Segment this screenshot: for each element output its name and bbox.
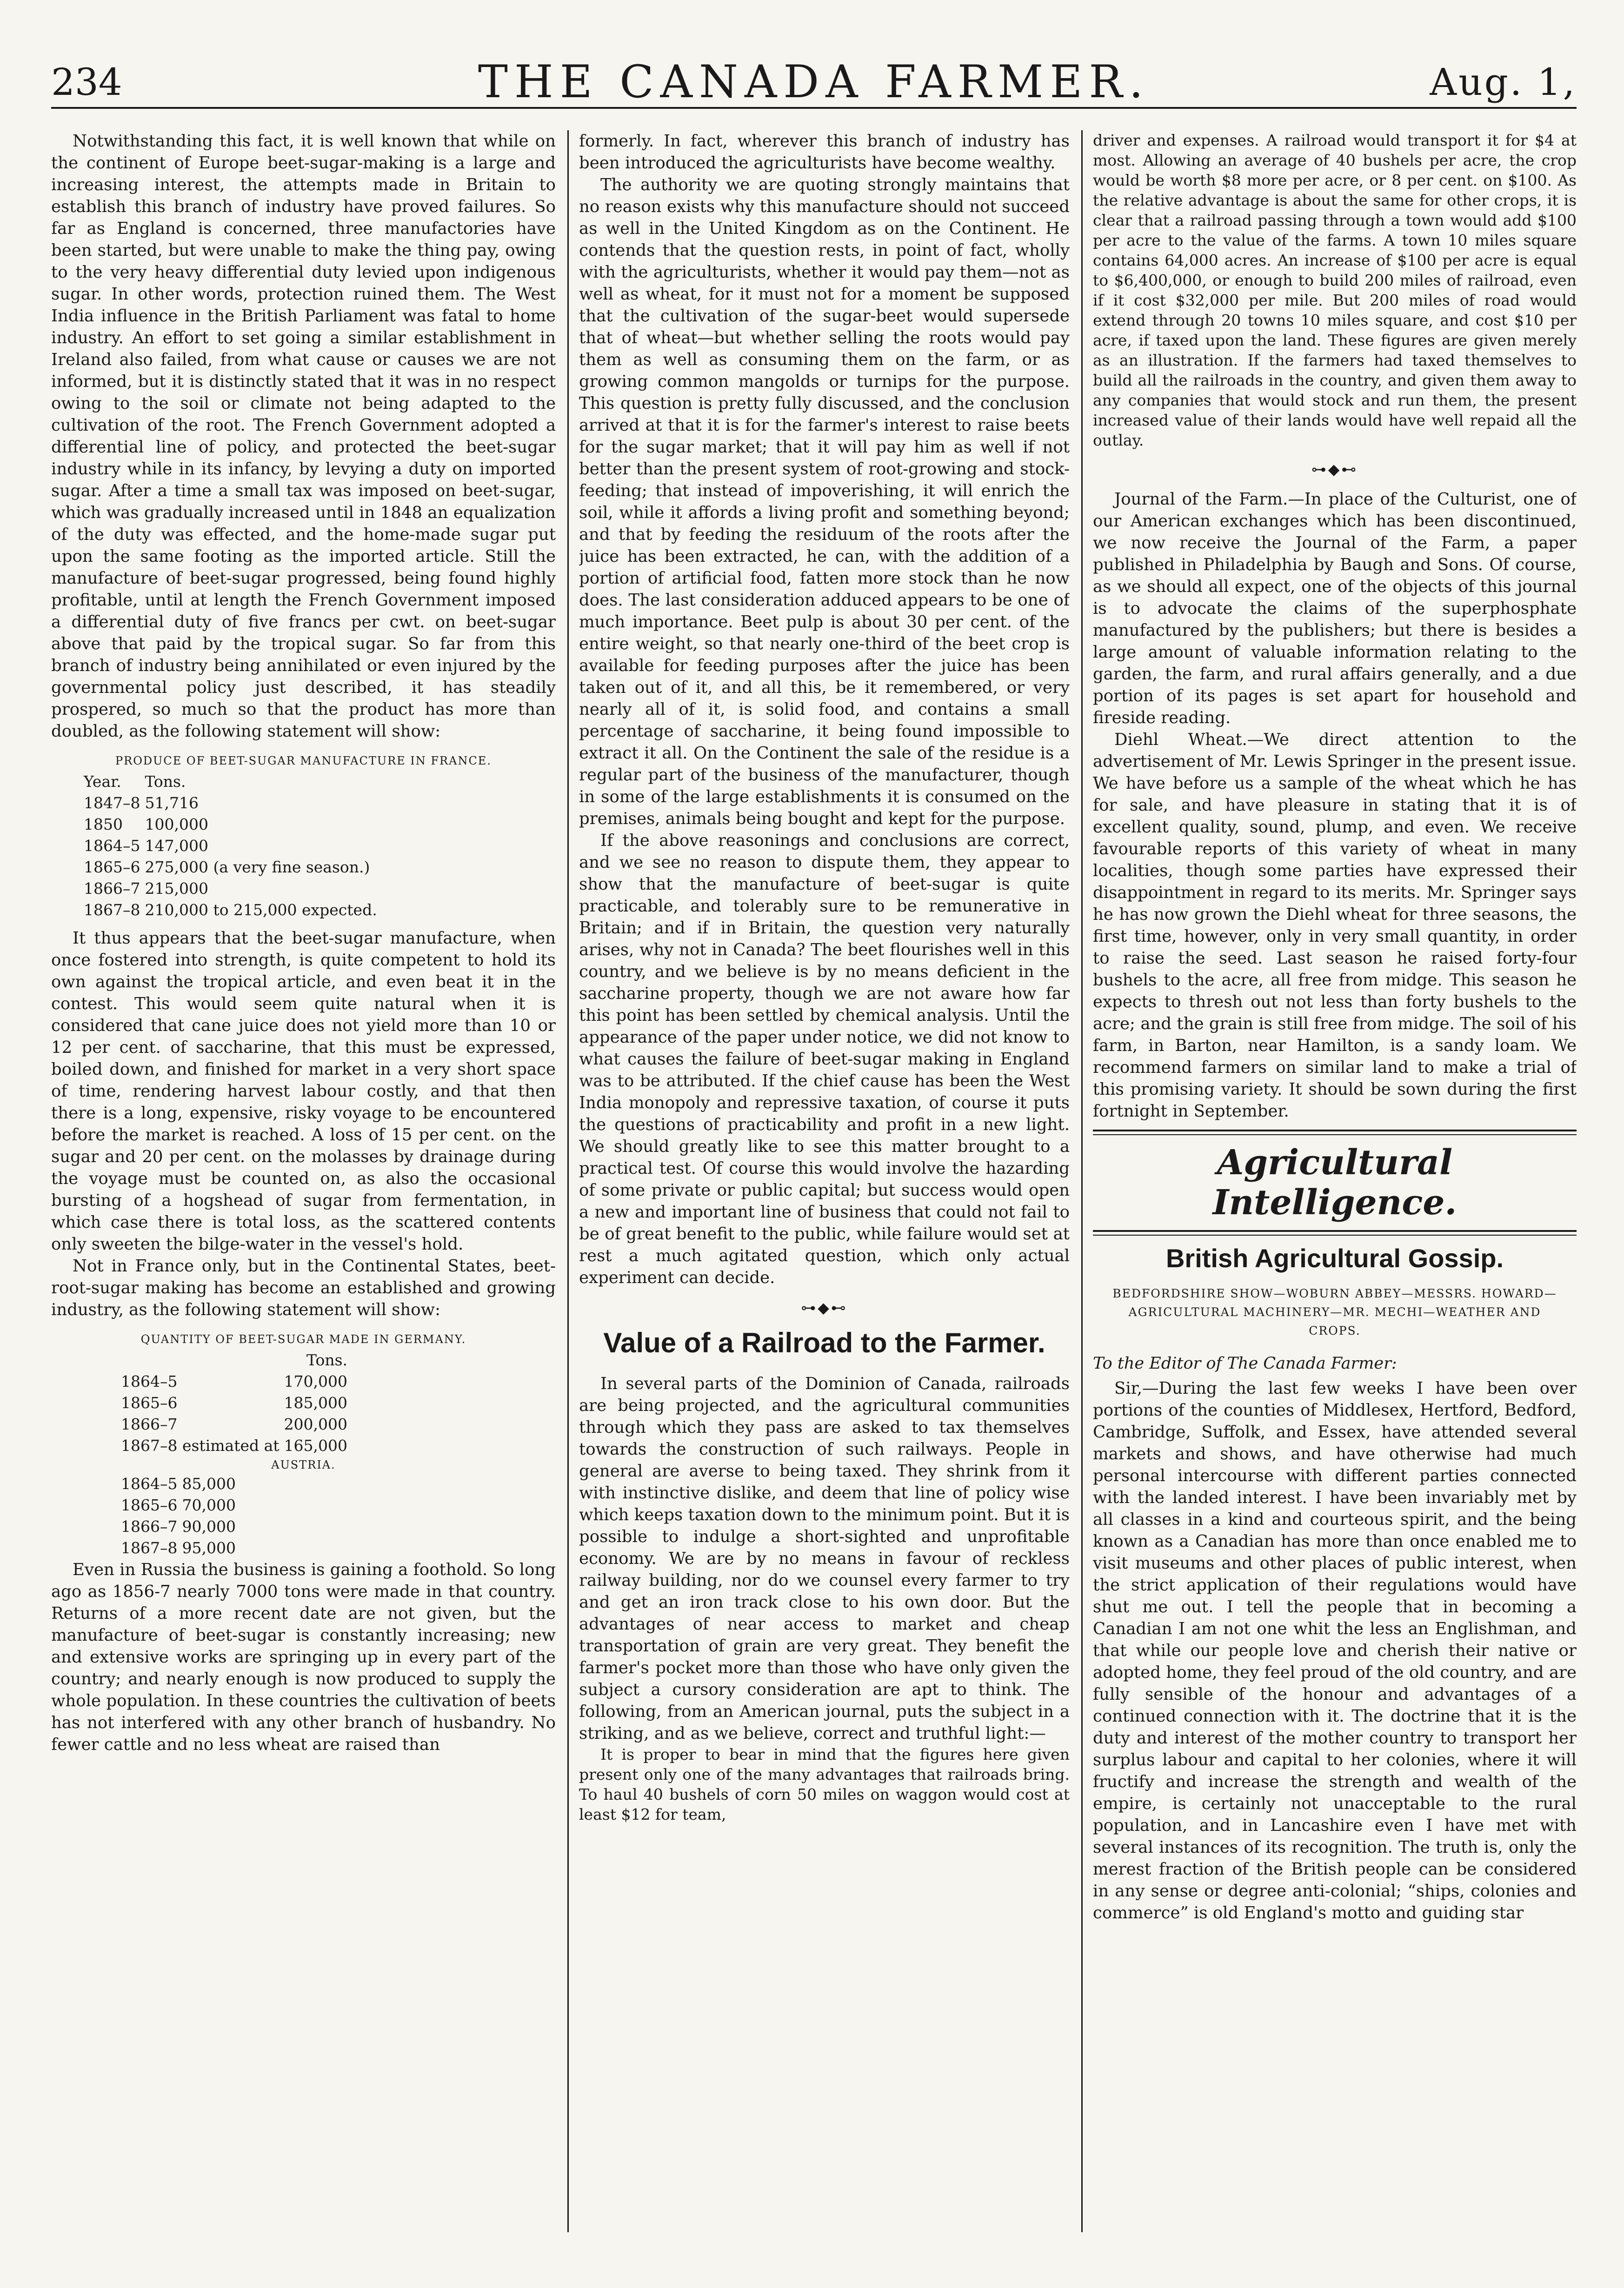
masthead xyxy=(51,28,1577,109)
salutation: To the Editor of The Canada Farmer: xyxy=(1093,1354,1397,1373)
column-3 xyxy=(1093,130,1577,2232)
paragraph: If the above reasonings and conclusions are correct, and we see no reason to dispute them, they appear to show that the manufacture of beet-sugar is quite practicable, and tolerably sure to be remunerative in Britain; and if in Britain, the question very naturally arises, why not in Canada? The beet flourishes well in this country, and we believe is by no means deficient in the saccharine property, though we are not aware how far this point has been settled by chemical analysis. Until the appearance of the paper under notice, we did not know to what causes the failure of beet-sugar making in England was to be attributed. If the chief cause has been the West India monopoly and repressive taxation, of course it puts the questions of practicability and profit in a new light. We should greatly like to see this matter brought to a practical test. Of course this would involve the hazarding of some private or public capital; but success would open a new and important line of business that could not fail to be of great benefit to the public, while failure would set at rest a much agitated question, which only actual experiment can decide. xyxy=(579,831,1070,1287)
cell-year: 1867–8 estimated at xyxy=(121,1437,280,1455)
table-row xyxy=(84,899,382,921)
paragraph: Even in Russia the business is gaining a foothold. So long ago as 1856-7 nearly 7000 tons were made in that country. Returns of a more recent date are not given, but the manufacture of beet-sugar is constantly increasing; new and extensive works are springing up in every part of the country; and nearly enough is now produced to supply the whole population. In these countries the cultivation of beets has not interfered with any other branch of husbandry. No fewer cattle and no less wheat are raised than xyxy=(51,1560,556,1754)
section-rule xyxy=(1093,1130,1577,1135)
austria-production-table xyxy=(121,1473,240,1559)
ornament-divider: ⊶◆⊷ xyxy=(801,1299,848,1317)
table-row xyxy=(121,1371,352,1392)
cell-tons: 100,000 xyxy=(145,815,208,833)
cell-year: 1864–5 xyxy=(84,837,140,855)
table-caption-germany: QUANTITY OF BEET-SUGAR MADE IN GERMANY. xyxy=(140,1333,466,1346)
cell-year: 1864–5 xyxy=(121,1475,178,1493)
table-header-row xyxy=(84,771,382,792)
cell-year: 1865–6 xyxy=(84,858,140,876)
paragraph: In several parts of the Dominion of Canada, railroads are being projected, and the agricultural communities through which they pass are asked to tax themselves towards the construction of such railways. People in general are averse to being taxed. They shrink from it with instinctive dislike, and deem that line of policy wise which keeps taxation down to the minimum point. But it is possible to indulge a short-sighted and unprofitable economy. We are by no means in favour of reckless railway building, nor do we counsel every farmer to try and get an iron track close to his own door. But the advantages of near access to market and cheap transportation of grain are very great. They benefit the farmer's pocket more than those who have only given the subject a cursory consideration are apt to think. The following, from an American journal, puts the subject in a striking, and as we believe, correct and truthful light:— xyxy=(579,1374,1070,1743)
table-row xyxy=(84,878,382,899)
cell-year: 1865–6 xyxy=(121,1496,178,1514)
newspaper-title: THE CANADA FARMER. xyxy=(478,56,1150,108)
section-rule xyxy=(1093,1230,1577,1236)
table-row xyxy=(84,857,382,878)
cell-year: 1850 xyxy=(84,815,123,833)
column-header-year: Year. xyxy=(84,772,121,791)
cell-tons: 215,000 xyxy=(145,879,208,898)
cell-tons: 95,000 xyxy=(182,1539,236,1557)
article-headline: Value of a Railroad to the Farmer. xyxy=(603,1327,1045,1358)
cell-tons: 70,000 xyxy=(182,1496,236,1514)
table-row xyxy=(121,1516,240,1537)
cell-tons: 85,000 xyxy=(182,1475,236,1493)
cell-tons: 147,000 xyxy=(145,837,208,855)
column-2 xyxy=(579,130,1070,2232)
paragraph: It thus appears that the beet-sugar manufacture, when once fostered into strength, is quite competent to hold its own against the tropical article, and even beat it in the contest. This would seem quite natural when it is considered that cane juice does not yield more than 10 or 12 per cent. of saccharine, that this must be expressed, boiled down, and finished for market in a very short space of time, rendering harvest labour costly, and that then there is a long, expensive, risky voyage to be encountered before the market is reached. A loss of 15 per cent. on the sugar and 20 per cent. on the molasses by drainage during the voyage must be counted on, as also the occasional bursting of a hogshead of sugar from fermentation, in which case there is total loss, as the scattered contents only sweeten the bilge-water in the vessel's hold. xyxy=(51,929,556,1254)
paragraph: Sir,—During the last few weeks I have been over portions of the counties of Middlesex, Hertford, Bedford, Cambridge, Suffolk, and Essex, have attended several markets and shows, and have otherwise had much personal intercourse with different parties connected with the landed interest. I have been invariably met by all classes in a kind and courteous spirit, and the being known as a Canadian has more than once enabled me to visit museums and other places of public interest, when the strict application of their regulations would have shut me out. I tell the people that in becoming a Canadian I am not one whit the less an Englishman, and that while our people love and cherish their native or adopted home, they feel proud of the old country, and are fully sensible of the honour and advantages of a continued connection with it. The doctrine that it is the duty and interest of the mother country to transport her surplus labour and capital to her colonies, where it will fructify and increase the strength and wealth of the empire, is certainly not unacceptable to the rural population, and in Lancashire even I have met with several instances of its recognition. The truth is, only the merest fraction of the British people can be considered in any sense or degree anti-colonial; “ships, colonies and commerce” is old England's motto and guiding star xyxy=(1093,1379,1577,1922)
cell-tons: 200,000 xyxy=(284,1415,348,1433)
cell-tons: 51,716 xyxy=(145,794,199,812)
table-row xyxy=(84,835,382,857)
table-row xyxy=(121,1392,352,1414)
table-row xyxy=(84,814,382,835)
cell-year: 1866–7 xyxy=(121,1415,178,1433)
column-header-tons: Tons. xyxy=(306,1351,348,1369)
table-caption-france: PRODUCE OF BEET-SUGAR MANUFACTURE IN FRANCE. xyxy=(115,754,492,767)
issue-date: Aug. 1, xyxy=(1430,60,1577,104)
cell-tons: 185,000 xyxy=(284,1394,348,1412)
table-row xyxy=(121,1537,240,1559)
column-rule-2 xyxy=(1081,130,1083,2232)
paragraph: formerly. In fact, wherever this branch of industry has been introduced the agriculturists have become wealthy. xyxy=(579,132,1070,173)
table-row xyxy=(121,1473,240,1495)
ornament-divider: ⊶◆⊷ xyxy=(1311,460,1358,478)
column-1 xyxy=(51,130,556,2232)
cell-year: 1864–5 xyxy=(121,1372,178,1390)
article-headline: British Agricultural Gossip. xyxy=(1165,1244,1504,1273)
germany-production-table xyxy=(121,1350,352,1457)
page-number: 234 xyxy=(51,60,122,104)
table-row xyxy=(121,1435,352,1457)
column-rule-1 xyxy=(567,130,569,2232)
column-header-tons: Tons. xyxy=(145,772,186,791)
quoted-paragraph: It is proper to bear in mind that the figures here given present only one of the many advantages that railroads bring. To haul 40 bushels of corn 50 miles on waggon would cost at least $12 for team, xyxy=(579,1745,1070,1823)
paragraph: Notwithstanding this fact, it is well known that while on the continent of Europe beet-sugar-making is a large and increasing interest, the attempts made in Britain to establish this branch of industry have proved failures. So far as England is concerned, three manufactories have been started, but were unable to make the thing pay, owing to the very heavy differential duty levied upon indigenous sugar. In other words, protection ruined them. The West India influence in the British Parliament was fatal to home industry. An effort to set going a similar establishment in Ireland also failed, from what cause or causes we are not informed, but it is distinctly stated that it was in no respect owing to the soil or climate not being adapted to the cultivation of the root. The French Government adopted a differential line of policy, and protected the beet-sugar industry while in its infancy, by levying a duty on imported sugar. After a time a small tax was imposed on beet-sugar, which was gradually increased until in 1848 an equalization of the duty was effected, and the home-made sugar put upon the same footing as the imported article. Still the manufacture of beet-sugar progressed, being found highly profitable, until at length the French Government imposed a differential duty of five francs per cwt. on beet-sugar above that paid by the tropical sugar. So far from this branch of industry being annihilated or even injured by the governmental policy just described, it has steadily prospered, so much so that the product has more than doubled, as the following statement will show: xyxy=(51,132,556,741)
paragraph: Journal of the Farm.—In place of the Culturist, one of our American exchanges which has been discontinued, we now receive the Journal of the Farm, a paper published in Philadelphia by Baugh and Sons. Of course, as we should all expect, one of the objects of this journal is to advocate the claims of the superphosphate manufactured by the publishers; but there is besides a large amount of valuable information relating to the garden, the farm, and rural affairs generally, and a due portion of its pages is set apart for household and fireside reading. xyxy=(1093,490,1577,727)
table-row xyxy=(84,792,382,814)
table-caption-austria: AUSTRIA. xyxy=(271,1458,336,1471)
cell-year: 1866–7 xyxy=(84,879,140,898)
cell-year: 1866–7 xyxy=(121,1517,178,1536)
table-header-row xyxy=(121,1350,352,1371)
cell-year: 1867–8 xyxy=(84,901,140,919)
table-row xyxy=(121,1495,240,1516)
cell-year: 1865–6 xyxy=(121,1394,178,1412)
article-subheading: BEDFORDSHIRE SHOW—WOBURN ABBEY—MESSRS. HOWARD—AGRICULTURAL MACHINERY—MR. MECHI—WEATHER AND CROPS. xyxy=(1112,1287,1557,1337)
cell-tons: 90,000 xyxy=(182,1517,236,1536)
section-title: Agricultural Intelligence. xyxy=(1212,1143,1457,1223)
cell-tons: 275,000 (a very fine season.) xyxy=(145,858,370,876)
cell-tons: 170,000 xyxy=(284,1372,348,1390)
cell-tons: 165,000 xyxy=(284,1437,348,1455)
paragraph: Not in France only, but in the Continental States, beet-root-sugar making has become an established and growing industry, as the following statement will show: xyxy=(51,1257,556,1319)
paragraph: Diehl Wheat.—We direct attention to the advertisement of Mr. Lewis Springer in the present issue. We have before us a sample of the wheat which he has for sale, and have pleasure in stating that it is of excellent quality, sound, plump, and even. We receive favourable reports of this variety of wheat in many localities, though some parties have expressed their disappointment in regard to its merits. Mr. Springer says he has now grown the Diehl wheat for three seasons, the first time, however, only in very small quantity, in order to raise the seed. Last season he raised forty-four bushels to the acre, all free from midge. This season he expects to thresh out not less than forty bushels to the acre; and the grain is still free from midge. The soil of his farm, in Barton, near Hamilton, is a sandy loam. We recommend farmers on similar land to make a trial of this promising variety. It should be sown during the first fortnight in September. xyxy=(1093,730,1577,1121)
france-production-table xyxy=(84,771,382,921)
cell-year: 1847–8 xyxy=(84,794,140,812)
table-row xyxy=(121,1414,352,1435)
paragraph: The authority we are quoting strongly maintains that no reason exists why this manufacture should not succeed as well in the United Kingdom as on the Continent. He contends that the question rests, in point of fact, wholly with the agriculturists, whether it would pay them—not as well as wheat, for it must not for a moment be supposed that the cultivation of the sugar-beet would supersede that of wheat—but whether selling the roots would pay them as well as consuming them on the farm, or as growing common mangolds or turnips for the purpose. This question is pretty fully discussed, and the conclusion arrived at that it is for the farmer's interest to raise beets for the sugar market; that it will pay him as well if not better than the present system of root-growing and stock-feeding; that instead of impoverishing, it will enrich the soil, while it affords a living profit and something beyond; and that by feeding the residuum of the roots after the juice has been extracted, he can, with the addition of a portion of artificial food, fatten more stock than he now does. The last consideration adduced appears to be one of much importance. Beet pulp is about 30 per cent. of the entire weight, so that nearly one-third of the beet crop is available for feeding purposes after the juice has been taken out of it, and all this, be it remembered, or very nearly all of it, is solid food, and contains a small percentage of saccharine, it being found impossible to extract it all. On the Continent the sale of the residue is a regular part of the business of the manufacturer, though in some of the large establishments it is consumed on the premises, animals being bought and kept for the purpose. xyxy=(579,175,1070,828)
cell-year: 1867–8 xyxy=(121,1539,178,1557)
quoted-paragraph: driver and expenses. A railroad would transport it for $4 at most. Allowing an average of 40 bushels per acre, the crop would be worth $8 more per acre, or 8 per cent. on $100. As the relative advantage is about the same for other crops, it is clear that a railroad passing through a town would add $100 per acre to the value of the farms. A town 10 miles square contains 64,000 acres. An increase of $100 per acre is equal to $6,400,000, or enough to build 200 miles of railroad, even if it cost $32,000 per mile. But 200 miles of road would extend through 20 towns 10 miles square, and cost $10 per acre, if taxed upon the land. These figures are given merely as an illustration. If the farmers had taxed themselves to build all the railroads in the country, and given them away to any companies that would stock and run them, the present increased value of their lands would have well repaid all the outlay. xyxy=(1093,131,1577,449)
cell-tons: 210,000 to 215,000 expected. xyxy=(145,901,377,919)
